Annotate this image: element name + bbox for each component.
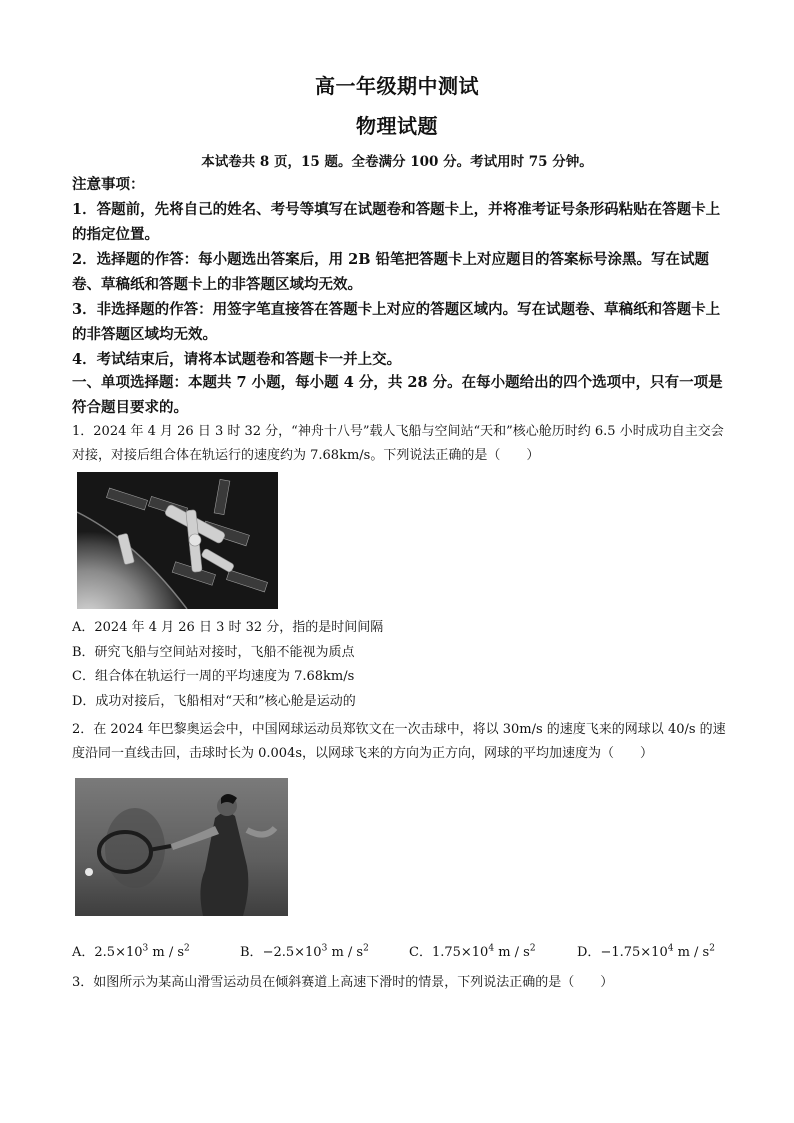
option-c: C．组合体在轨运行一周的平均速度为 7.68km/s — [72, 669, 355, 684]
note-item: 3．非选择题的作答：用签字笔直接答在答题卡上对应的答题区域内。写在试题卷、草稿纸和答题卡上的非答题区域均无效。 — [72, 301, 721, 343]
subject-title: 物理试题 — [356, 114, 438, 138]
question-1-options — [72, 616, 732, 714]
option-a: A．2024 年 4 月 26 日 3 时 32 分，指的是时间间隔 — [72, 620, 384, 635]
option-d: D．成功对接后，飞船相对“天和”核心舱是运动的 — [72, 693, 356, 709]
option-d: D．$-1.75\times 10^4$ m / $s^2$ — [577, 943, 715, 960]
section-heading: 一、单项选择题：本题共 7 小题，每小题 4 分，共 28 分。在每小题给出的四个选项中，只有一项是符合题目要求的。 — [72, 374, 723, 416]
option-c: C．$1.75\times 10^4$ m / $s^2$ — [409, 943, 536, 960]
notes-block — [72, 172, 732, 372]
exam-info: 本试卷共 8 页，15 题。全卷满分 100 分。考试用时 75 分钟。 — [201, 154, 593, 170]
tennis-player-photo — [75, 778, 288, 916]
option-b: B．$-2.5\times 10^3$ m / $s^2$ — [240, 943, 369, 960]
notes-heading: 注意事项： — [72, 176, 145, 193]
question-2-stem: 2．在 2024 年巴黎奥运会中，中国网球运动员郑钦文在一次击球中，将以 30m/s 的速度飞来的网球以 40/s 的速度沿同一直线击回，击球时长为 0.004s，以网球飞来的方向为正方向，网球的平均加速度为（ ） — [72, 722, 726, 761]
tennis-player-illustration — [75, 778, 288, 916]
question-3-stem: 3．如图所示为某高山滑雪运动员在倾斜赛道上高速下滑时的情景，下列说法正确的是（ ） — [72, 975, 614, 990]
option-b: B．研究飞船与空间站对接时，飞船不能视为质点 — [72, 644, 355, 660]
note-item: 4．考试结束后，请将本试题卷和答题卡一并上交。 — [72, 351, 402, 368]
exam-title: 高一年级期中测试 — [315, 74, 479, 98]
question-1-stem: 1．2024 年 4 月 26 日 3 时 32 分，“神舟十八号”载人飞船与空间站“天和”核心舱历时约 6.5 小时成功自主交会对接，对接后组合体在轨运行的速度约为 7.68km/s。下列说法正确的是（ ） — [72, 424, 724, 463]
space-station-illustration — [77, 472, 278, 609]
question-2-options — [72, 941, 732, 963]
note-item: 1．答题前，先将自己的姓名、考号等填写在试题卷和答题卡上，并将准考证号条形码粘贴在答题卡上的指定位置。 — [72, 201, 721, 243]
space-station-photo — [77, 472, 278, 609]
note-item: 2．选择题的作答：每小题选出答案后，用 2B 铅笔把答题卡上对应题目的答案标号涂黑。写在试题卷、草稿纸和答题卡上的非答题区域均无效。 — [72, 251, 710, 293]
option-a: A．$2.5\times 10^3$ m / $s^2$ — [72, 943, 190, 960]
